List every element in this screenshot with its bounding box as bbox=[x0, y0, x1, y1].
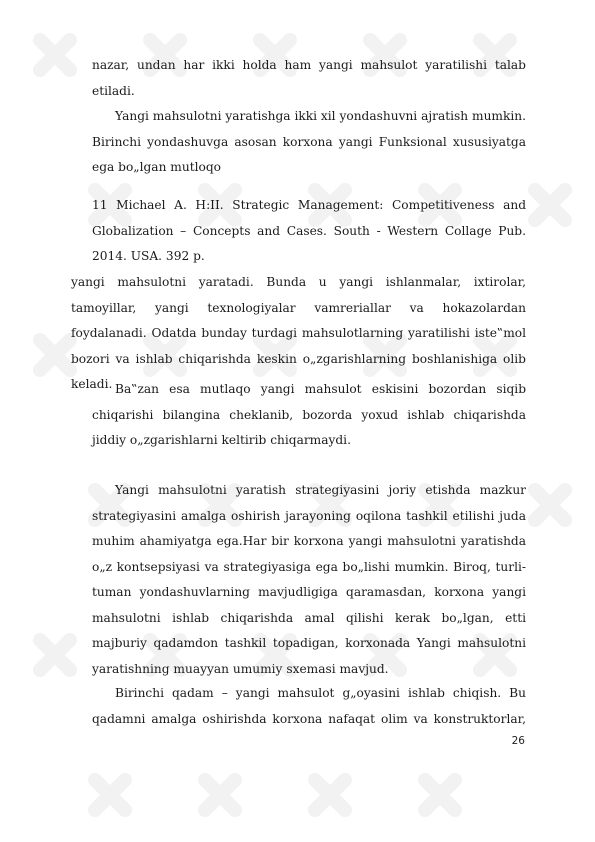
footnote-reference: 11 Michael A. H:II. Strategic Management: Competitiveness and Globalization – Concepts and Cases. South - Western Collage Pub. 2014. USA. 392 p. bbox=[92, 198, 526, 263]
paragraph-new-product: yangi mahsulotni yaratadi. Bunda u yangi ishlanmalar, ixtirolar, tamoyillar, yangi texnologiyalar vamreriallar va hokazolardan foydalanadi. Odatda bunday turdagi mahsulotlarning yaratilishi iste‟mol bozori va ishlab chiqarishda keskin o„zgarishlarning boshlanishiga olib keladi. bbox=[71, 275, 526, 391]
page-number: 26 bbox=[511, 735, 525, 747]
paragraph-continuation: nazar, undan har ikki holda ham yangi mahsulot yaratilishi talab etiladi. bbox=[92, 58, 526, 98]
paragraph-strategy: Yangi mahsulotni yaratish strategiyasini joriy etishda mazkur strategiyasini amalga oshirish jarayoning oqilona tashkil etilishi juda muhim ahamiyatga ega.Har bir korxona yangi mahsulotni yaratishda o„z kontsepsiyasi va strategiyasiga ega bo„lishi mumkin. Biroq, turli-tuman yondashuvlarning mavjudligiga qaramasdan, korxona yangi mahsulotni ishlab chiqarishda amal qilishi kerak bo„lgan, etti majburiy qadamdon tashkil topadigan, korxonada Yangi mahsulotni yaratishning muayyan umumiy sxemasi mavjud. bbox=[92, 483, 526, 676]
paragraph-approaches: Yangi mahsulotni yaratishga ikki xil yondashuvni ajratish mumkin. Birinchi yondashuvga asosan korxona yangi Funksional xususiyatga ega bo„lgan mutloqo bbox=[92, 109, 526, 174]
paragraph-first-step: Birinchi qadam – yangi mahsulot g„oyasini ishlab chiqish. Bu qadamni amalga oshirishda korxona nafaqat olim va konstruktorlar, bbox=[92, 686, 526, 726]
paragraph-sometimes: Ba‟zan esa mutlaqo yangi mahsulot eskisini bozordan siqib chiqarishi bilangina cheklanib, bozorda yoxud ishlab chiqarishda jiddiy o„zgarishlarni keltirib chiqarmaydi. bbox=[92, 382, 526, 447]
